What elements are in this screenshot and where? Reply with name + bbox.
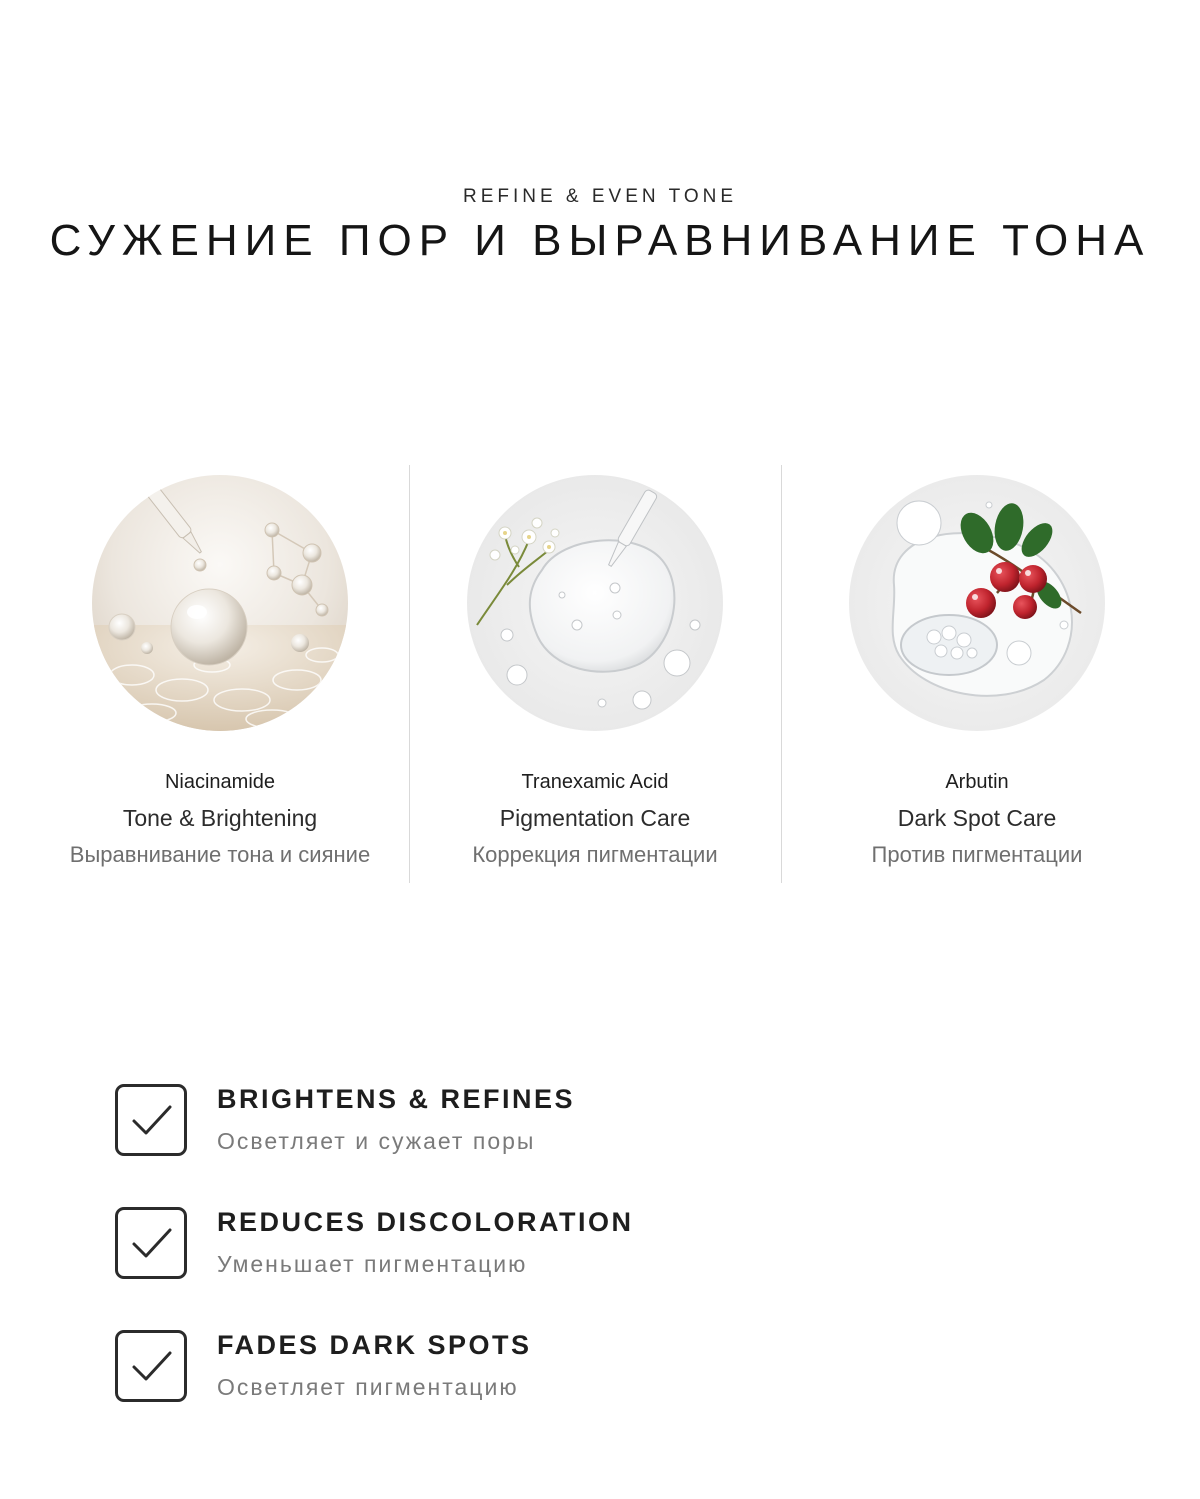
ingredient-benefit: Pigmentation Care [499,805,691,831]
niacinamide-image [92,475,348,731]
benefit-item [115,1205,1015,1285]
ingredient-name: Niacinamide [164,771,276,793]
ingredient-name: Arbutin [945,771,1009,793]
ingredient-benefit: Dark Spot Care [897,805,1057,831]
benefit-subtitle: Уменьшает пигментацию [217,1251,528,1277]
page-headline: СУЖЕНИЕ ПОР И ВЫРАВНИВАНИЕ ТОНА [49,216,1151,265]
column-divider [781,465,782,883]
ingredient-benefit: Tone & Brightening [122,805,318,831]
ingredient-benefit-ru: Выравнивание тона и сияние [69,842,371,867]
benefit-title: REDUCES DISCOLORATION [217,1207,634,1237]
checkbox-icon [115,1207,187,1279]
eyebrow-text: REFINE & EVEN TONE [462,186,737,207]
checkbox-icon [115,1084,187,1156]
ingredient-benefit-ru: Против пигментации [871,842,1083,867]
tranexamic-acid-image [467,475,723,731]
benefit-subtitle: Осветляет пигментацию [217,1374,519,1400]
ingredient-card-niacinamide [35,465,405,883]
ingredient-benefit-ru: Коррекция пигментации [472,842,718,867]
checkbox-icon [115,1330,187,1402]
benefit-title: FADES DARK SPOTS [217,1330,532,1360]
ingredient-card-tranexamic-acid [410,465,780,883]
ingredients-section [0,465,1200,883]
ingredient-name: Tranexamic Acid [521,771,669,793]
benefit-subtitle: Осветляет и сужает поры [217,1128,536,1154]
benefit-item [115,1328,1015,1408]
ingredient-card-arbutin [792,465,1162,883]
benefit-item [115,1082,1015,1162]
benefit-title: BRIGHTENS & REFINES [217,1084,576,1114]
arbutin-image [849,475,1105,731]
